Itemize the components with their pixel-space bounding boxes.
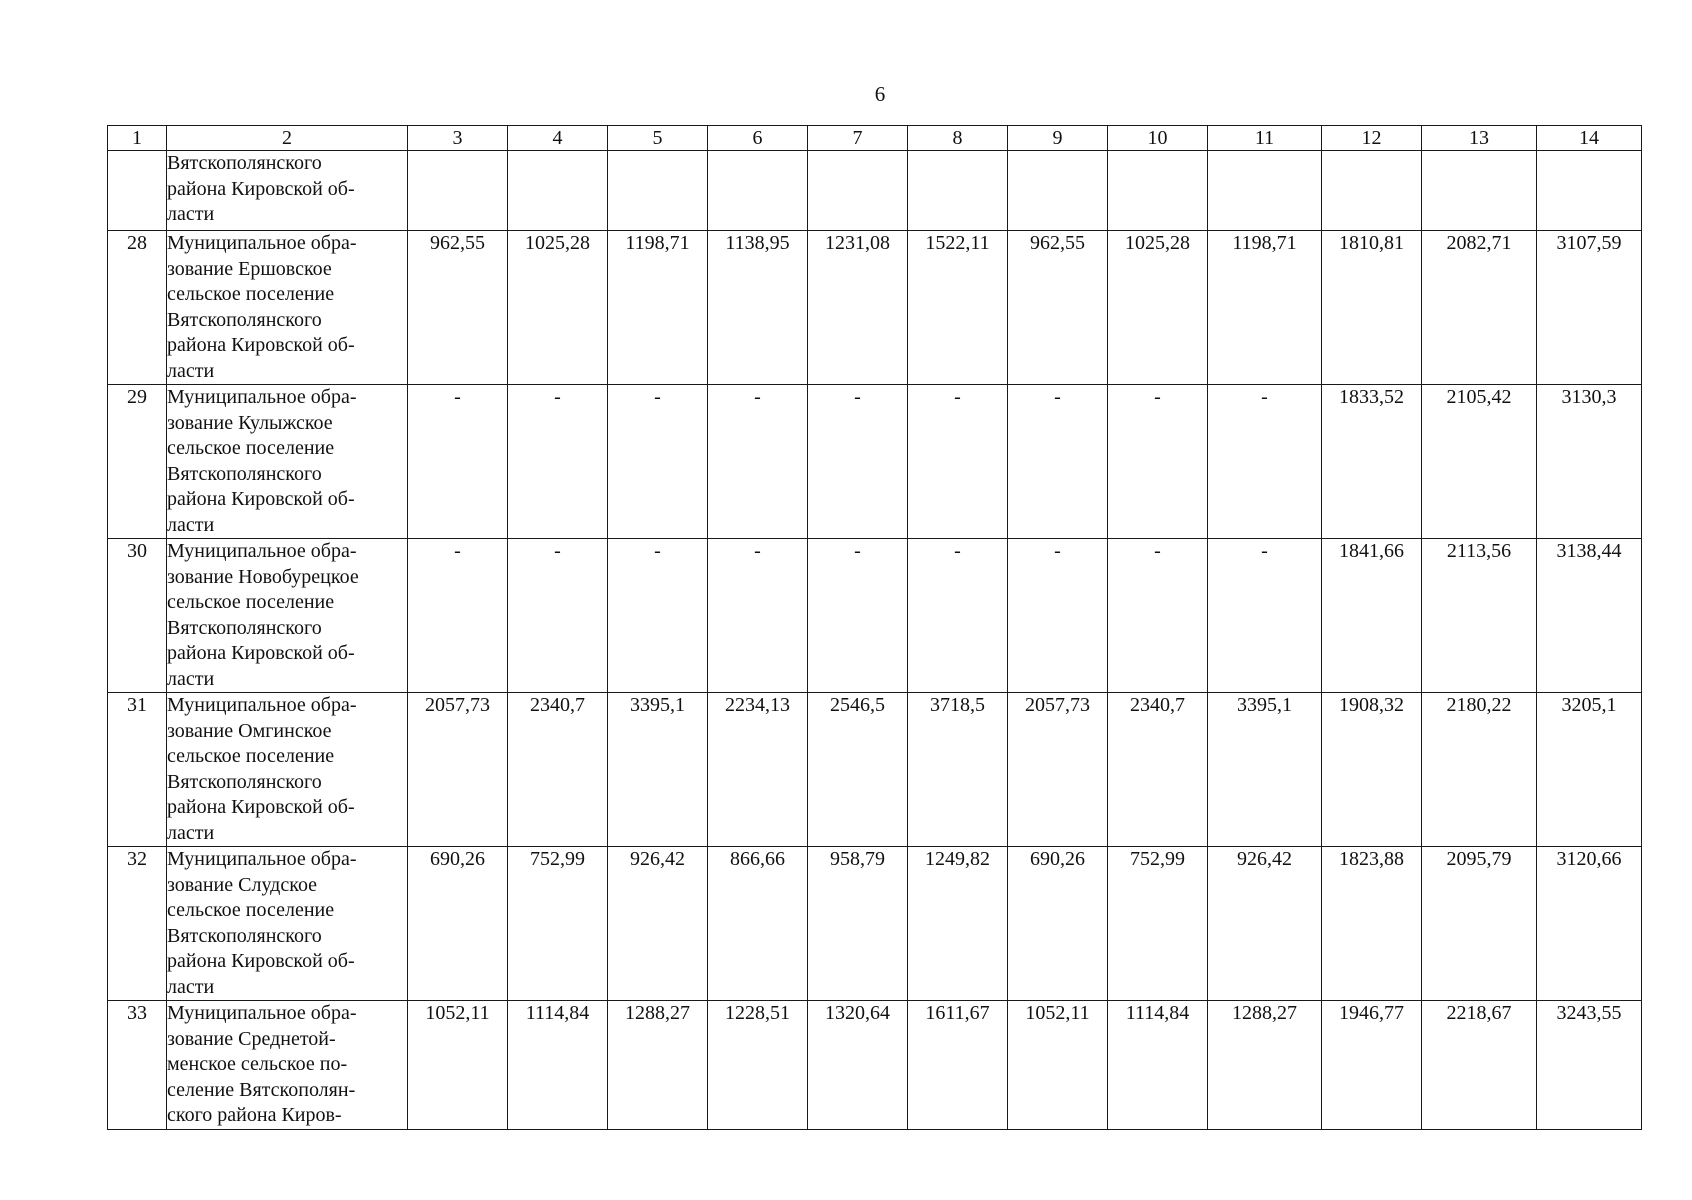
column-header-8: 8 [908,126,1008,151]
value-cell-col-14: 3130,3 [1537,385,1642,539]
value-cell-col-10: - [1108,385,1208,539]
value-cell-col-9 [1008,151,1108,231]
municipality-name: Муниципальное обра- зование Слудское сельское поселение Вятскополянского района Кировской об- ласти [167,847,408,1001]
row-number: 28 [108,231,167,385]
value-cell-col-4: 752,99 [508,847,608,1001]
value-cell-col-10: 752,99 [1108,847,1208,1001]
column-header-11: 11 [1208,126,1322,151]
column-header-14: 14 [1537,126,1642,151]
value-cell-col-5: - [608,539,708,693]
municipality-name: Муниципальное обра- зование Ершовское сельское поселение Вятскополянского района Кировской об- ласти [167,231,408,385]
value-cell-col-7: 958,79 [808,847,908,1001]
row-number: 30 [108,539,167,693]
value-cell-col-7: 1320,64 [808,1001,908,1130]
value-cell-col-7: 1231,08 [808,231,908,385]
value-cell-col-4 [508,151,608,231]
value-cell-col-9: 1052,11 [1008,1001,1108,1130]
value-cell-col-13: 2095,79 [1422,847,1537,1001]
value-cell-col-7 [808,151,908,231]
value-cell-col-8: 1611,67 [908,1001,1008,1130]
value-cell-col-13: 2113,56 [1422,539,1537,693]
municipality-name: Вятскополянского района Кировской об- ласти [167,151,408,231]
value-cell-col-3: 690,26 [408,847,508,1001]
value-cell-col-12: 1823,88 [1322,847,1422,1001]
value-cell-col-13 [1422,151,1537,231]
value-cell-col-10: 2340,7 [1108,693,1208,847]
value-cell-col-14 [1537,151,1642,231]
value-cell-col-9: - [1008,539,1108,693]
value-cell-col-8: 3718,5 [908,693,1008,847]
value-cell-col-8: 1522,11 [908,231,1008,385]
column-header-5: 5 [608,126,708,151]
value-cell-col-11: 1288,27 [1208,1001,1322,1130]
value-cell-col-14: 3138,44 [1537,539,1642,693]
value-cell-col-3 [408,151,508,231]
value-cell-col-10: 1114,84 [1108,1001,1208,1130]
value-cell-col-6: 2234,13 [708,693,808,847]
value-cell-col-6: - [708,385,808,539]
value-cell-col-10 [1108,151,1208,231]
value-cell-col-12: 1908,32 [1322,693,1422,847]
value-cell-col-6 [708,151,808,231]
value-cell-col-12: 1810,81 [1322,231,1422,385]
row-number: 32 [108,847,167,1001]
value-cell-col-9: 690,26 [1008,847,1108,1001]
value-cell-col-8: 1249,82 [908,847,1008,1001]
value-cell-col-11: - [1208,539,1322,693]
value-cell-col-10: - [1108,539,1208,693]
value-cell-col-3: - [408,385,508,539]
row-number: 29 [108,385,167,539]
table-row [108,231,1642,385]
value-cell-col-9: 962,55 [1008,231,1108,385]
value-cell-col-14: 3205,1 [1537,693,1642,847]
value-cell-col-5: 1198,71 [608,231,708,385]
value-cell-col-14: 3107,59 [1537,231,1642,385]
value-cell-col-14: 3120,66 [1537,847,1642,1001]
value-cell-col-3: 962,55 [408,231,508,385]
value-cell-col-11: 3395,1 [1208,693,1322,847]
municipality-name: Муниципальное обра- зование Омгинское сельское поселение Вятскополянского района Кировской об- ласти [167,693,408,847]
table-row [108,847,1642,1001]
column-header-13: 13 [1422,126,1537,151]
value-cell-col-8: - [908,539,1008,693]
value-cell-col-3: 1052,11 [408,1001,508,1130]
value-cell-col-9: - [1008,385,1108,539]
value-cell-col-12: 1841,66 [1322,539,1422,693]
municipality-name: Муниципальное обра- зование Среднетой- менское сельское по- селение Вятскополян- ского района Киров- [167,1001,408,1130]
value-cell-col-6: 1138,95 [708,231,808,385]
column-header-10: 10 [1108,126,1208,151]
value-cell-col-5: - [608,385,708,539]
table-row [108,385,1642,539]
value-cell-col-5: 3395,1 [608,693,708,847]
value-cell-col-3: 2057,73 [408,693,508,847]
value-cell-col-14: 3243,55 [1537,1001,1642,1130]
value-cell-col-7: 2546,5 [808,693,908,847]
value-cell-col-6: - [708,539,808,693]
table-body [108,151,1642,1130]
value-cell-col-6: 1228,51 [708,1001,808,1130]
column-header-2: 2 [167,126,408,151]
value-cell-col-5: 1288,27 [608,1001,708,1130]
table-header [108,126,1642,151]
value-cell-col-8: - [908,385,1008,539]
value-cell-col-11: - [1208,385,1322,539]
column-header-1: 1 [108,126,167,151]
table-row [108,539,1642,693]
municipality-name: Муниципальное обра- зование Новобурецкое сельское поселение Вятскополянского района Кировской об- ласти [167,539,408,693]
value-cell-col-5 [608,151,708,231]
value-cell-col-7: - [808,539,908,693]
value-cell-col-13: 2105,42 [1422,385,1537,539]
table-row [108,693,1642,847]
value-cell-col-11: 926,42 [1208,847,1322,1001]
column-header-6: 6 [708,126,808,151]
column-header-7: 7 [808,126,908,151]
value-cell-col-12: 1946,77 [1322,1001,1422,1130]
header-row [108,126,1642,151]
value-cell-col-9: 2057,73 [1008,693,1108,847]
value-cell-col-6: 866,66 [708,847,808,1001]
value-cell-col-12: 1833,52 [1322,385,1422,539]
value-cell-col-13: 2218,67 [1422,1001,1537,1130]
row-number: 33 [108,1001,167,1130]
value-cell-col-4: 1114,84 [508,1001,608,1130]
value-cell-col-4: - [508,385,608,539]
value-cell-col-4: 2340,7 [508,693,608,847]
value-cell-col-7: - [808,385,908,539]
column-header-12: 12 [1322,126,1422,151]
value-cell-col-11 [1208,151,1322,231]
column-header-4: 4 [508,126,608,151]
value-cell-col-12 [1322,151,1422,231]
value-cell-col-11: 1198,71 [1208,231,1322,385]
row-number: 31 [108,693,167,847]
row-number [108,151,167,231]
value-cell-col-13: 2180,22 [1422,693,1537,847]
page-number: 6 [874,82,886,106]
municipality-name: Муниципальное обра- зование Кулыжское сельское поселение Вятскополянского района Кировской об- ласти [167,385,408,539]
value-cell-col-4: - [508,539,608,693]
value-cell-col-13: 2082,71 [1422,231,1537,385]
value-cell-col-5: 926,42 [608,847,708,1001]
column-header-3: 3 [408,126,508,151]
value-cell-col-10: 1025,28 [1108,231,1208,385]
table-row [108,151,1642,231]
value-cell-col-8 [908,151,1008,231]
table-row [108,1001,1642,1130]
value-cell-col-3: - [408,539,508,693]
tariff-table [107,125,1642,1130]
column-header-9: 9 [1008,126,1108,151]
value-cell-col-4: 1025,28 [508,231,608,385]
